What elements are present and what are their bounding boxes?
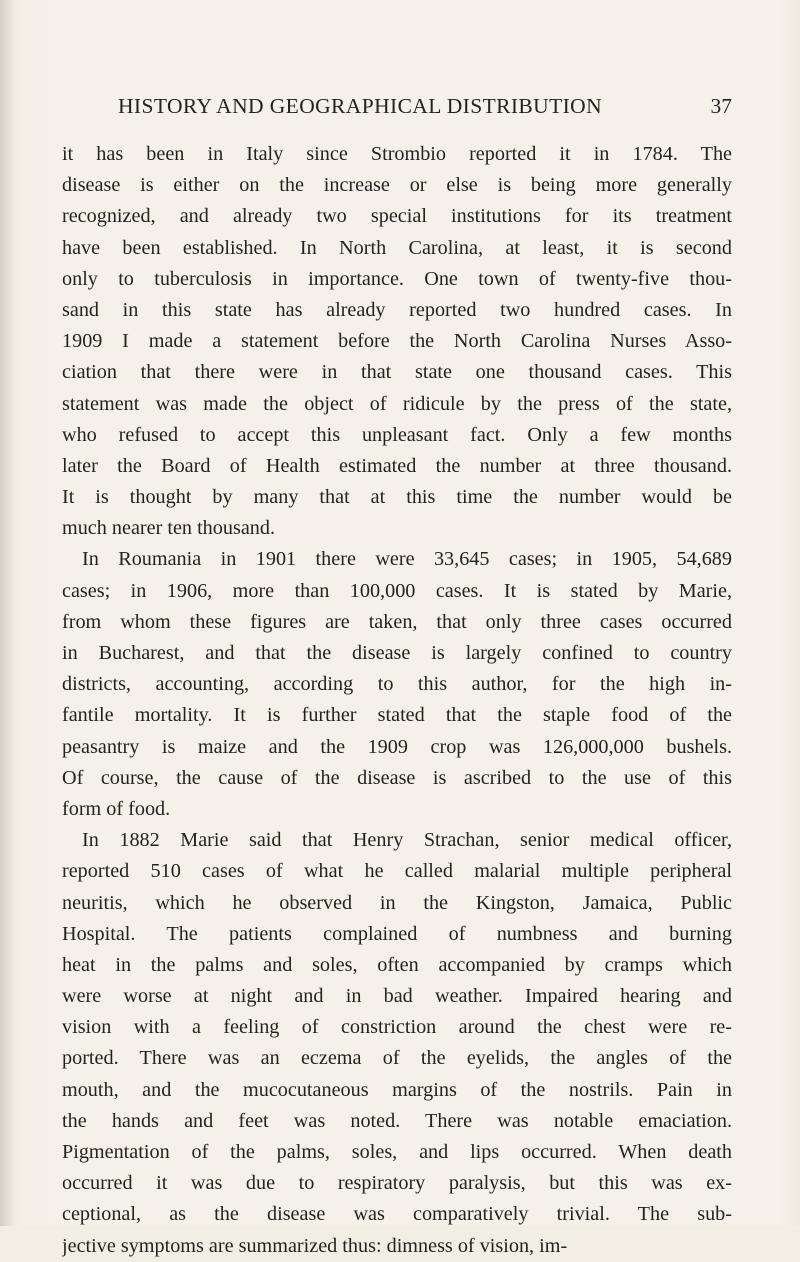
text-line: reported 510 cases of what he called malarial multiple peripheral: [62, 860, 732, 883]
text-line: cases; in 1906, more than 100,000 cases. It is stated by Marie,: [62, 579, 732, 602]
text-line: disease is either on the increase or else is being more generally: [62, 174, 732, 197]
text-line: peasantry is maize and the 1909 crop was 126,000,000 bushels.: [62, 735, 732, 758]
text-line: heat in the palms and soles, often accompanied by cramps which: [62, 953, 732, 976]
text-line: 1909 I made a statement before the North Carolina Nurses Asso-: [62, 330, 732, 353]
page-header: [0, 94, 800, 128]
text-line: from whom these figures are taken, that only three cases occurred: [62, 610, 732, 633]
text-line: were worse at night and in bad weather. Impaired hearing and: [62, 985, 732, 1008]
text-line: ciation that there were in that state one thousand cases. This: [62, 361, 732, 384]
text-line: ceptional, as the disease was comparatively trivial. The sub-: [62, 1203, 732, 1226]
text-line: jective symptoms are summarized thus: dimness of vision, im-: [62, 1234, 568, 1257]
text-line: occurred it was due to respiratory paralysis, but this was ex-: [62, 1172, 732, 1195]
text-line: ported. There was an eczema of the eyelids, the angles of the: [62, 1047, 732, 1070]
text-line: vision with a feeling of constriction around the chest were re-: [62, 1016, 732, 1039]
paragraph: [62, 544, 732, 825]
text-line: it has been in Italy since Strombio reported it in 1784. The: [62, 143, 732, 165]
text-line: much nearer ten thousand.: [62, 517, 276, 540]
text-line: Hospital. The patients complained of numbness and burning: [62, 922, 732, 945]
text-line: sand in this state has already reported two hundred cases. In: [62, 298, 732, 321]
gutter-shadow: [0, 0, 14, 1226]
text-line: Pigmentation of the palms, soles, and lips occurred. When death: [62, 1141, 732, 1163]
text-line: who refused to accept this unpleasant fact. Only a few months: [62, 423, 732, 446]
paragraph: [62, 825, 732, 1262]
text-line: In 1882 Marie said that Henry Strachan, senior medical officer,: [82, 829, 732, 852]
paragraph: [62, 139, 732, 544]
text-line: have been established. In North Carolina, at least, it is second: [62, 236, 732, 259]
text-line: Of course, the cause of the disease is ascribed to the use of this: [62, 766, 732, 789]
body-text: [62, 139, 732, 1262]
text-line: later the Board of Health estimated the number at three thousand.: [62, 454, 732, 477]
text-line: fantile mortality. It is further stated that the staple food of the: [62, 704, 732, 727]
running-head: HISTORY AND GEOGRAPHICAL DISTRIBUTION: [118, 94, 603, 118]
text-line: In Roumania in 1901 there were 33,645 cases; in 1905, 54,689: [82, 548, 732, 571]
text-line: the hands and feet was noted. There was notable emaciation.: [62, 1109, 732, 1132]
text-line: neuritis, which he observed in the Kingston, Jamaica, Public: [62, 891, 732, 914]
text-line: form of food.: [62, 797, 171, 820]
text-line: statement was made the object of ridicule by the press of the state,: [62, 392, 732, 415]
text-line: mouth, and the mucocutaneous margins of the nostrils. Pain in: [62, 1078, 732, 1101]
page-number: 37: [710, 94, 732, 118]
text-line: in Bucharest, and that the disease is largely confined to country: [62, 642, 732, 664]
text-line: It is thought by many that at this time the number would be: [62, 486, 732, 509]
text-line: recognized, and already two special institutions for its treatment: [62, 205, 732, 228]
text-line: only to tuberculosis in importance. One town of twenty-five thou-: [62, 267, 732, 290]
text-line: districts, accounting, according to this author, for the high in-: [62, 673, 732, 696]
